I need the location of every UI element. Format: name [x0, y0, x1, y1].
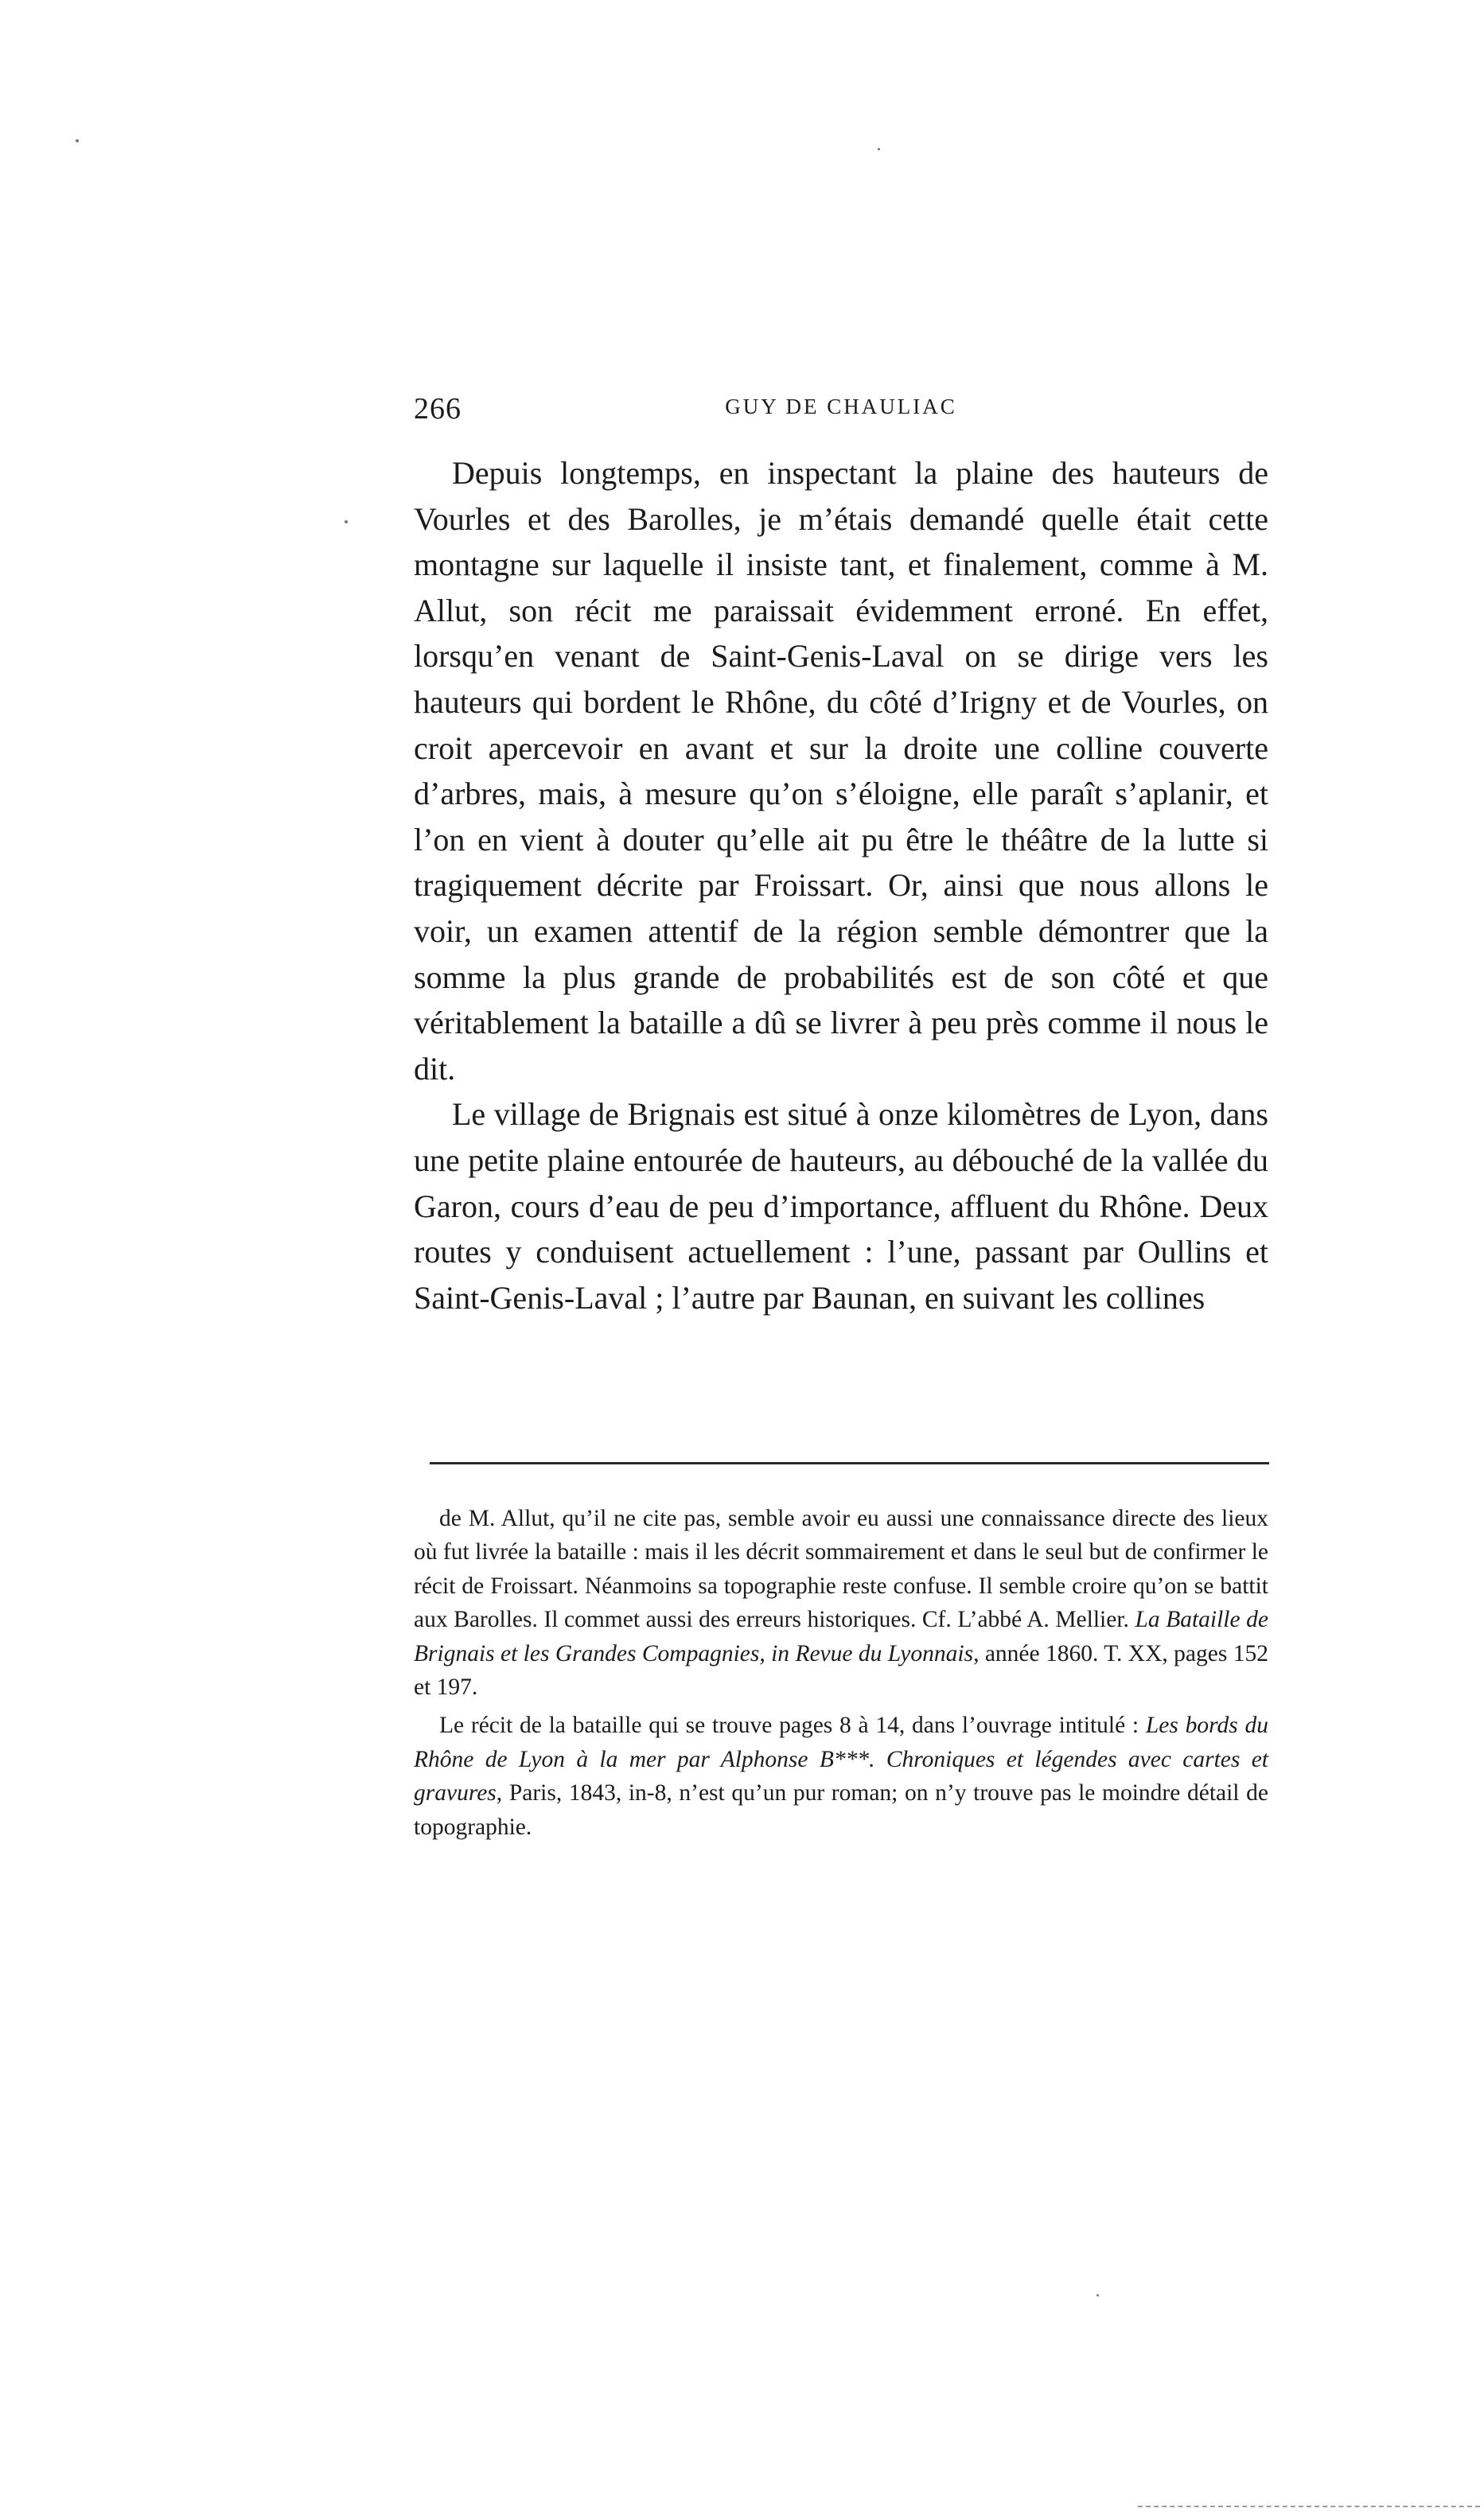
paragraph: Depuis longtemps, en inspectant la plaine des hauteurs de Vourles et des Barolles, je m’étais demandé quelle était cette montagne sur laquelle il insiste tant, et finalement, comme à M. Allut, son récit me paraissait évidemment erroné. En effet, lorsqu’en venant de Saint-Genis-Laval on se dirige vers les hauteurs qui bordent le Rhône, du côté d’Irigny et de Vourles, on croit apercevoir en avant et sur la droite une colline couverte d’arbres, mais, à mesure qu’on s’éloigne, elle paraît s’aplanir, et l’on en vient à douter qu’elle ait pu être le théâtre de la lutte si tragiquement décrite par Froissart. Or, ainsi que nous allons le voir, un examen attentif de la région semble démontrer que la somme la plus grande de probabilités est de son côté et que véritablement la bataille a dû se livrer à peu près comme il nous le dit. — [414, 455, 1268, 1087]
footnote — [414, 1502, 1268, 1704]
page-edge-mark — [1138, 2506, 1480, 2507]
footnote-text: Le récit de la bataille qui se trouve pages 8 à 14, dans l’ouvrage intitulé : — [439, 1713, 1146, 1739]
speck — [878, 148, 880, 150]
footnote-book-title: La Bataille de Brignais et les Grandes Compagnies — [414, 1607, 1269, 1666]
footnotes — [414, 1502, 1268, 1844]
footnote-text: , in — [759, 1640, 796, 1666]
speck — [345, 520, 348, 523]
footnote-text: de M. Allut, qu’il ne cite pas, semble avoir eu aussi une connaissance directe des lieux où fut livrée la bataille : mais il les décrit sommairement et dans le seul but de confirmer le récit de Froissart. Néanmoins sa topographie reste confuse. Il semble croire qu’on se battit aux Barolles. Il commet aussi des erreurs historiques. Cf. L’abbé A. Mellier. — [414, 1506, 1268, 1633]
footnote-journal-title: Revue du Lyonnais — [795, 1640, 974, 1666]
footnote-book-title: Les bords du Rhône de Lyon à la mer par Alphonse B***. Chroniques et légendes avec cartes et gravures — [414, 1713, 1268, 1806]
footnote-text: , année 1860. T. XX, pages 152 et 197. — [414, 1640, 1268, 1701]
main-text — [414, 450, 1268, 1320]
paragraph: Le village de Brignais est situé à onze kilomètres de Lyon, dans une petite plaine entourée de hauteurs, au débouché de la vallée du Garon, cours d’eau de peu d’importance, affluent du Rhône. Deux routes y conduisent actuellement : l’une, passant par Oullins et Saint-Genis-Laval ; l’autre par Baunan, en suivant les collines — [414, 1096, 1268, 1316]
speck — [76, 139, 79, 142]
running-head — [414, 391, 1268, 431]
running-title: GUY DE CHAULIAC — [725, 395, 957, 418]
footnote-text: , Paris, 1843, in-8, n’est qu’un pur roman; on n’y trouve pas le moindre détail de topographie. — [414, 1780, 1268, 1840]
page-number: 266 — [414, 392, 462, 426]
footnote-rule — [430, 1462, 1269, 1464]
footnote — [414, 1709, 1268, 1844]
speck — [1096, 2294, 1099, 2296]
